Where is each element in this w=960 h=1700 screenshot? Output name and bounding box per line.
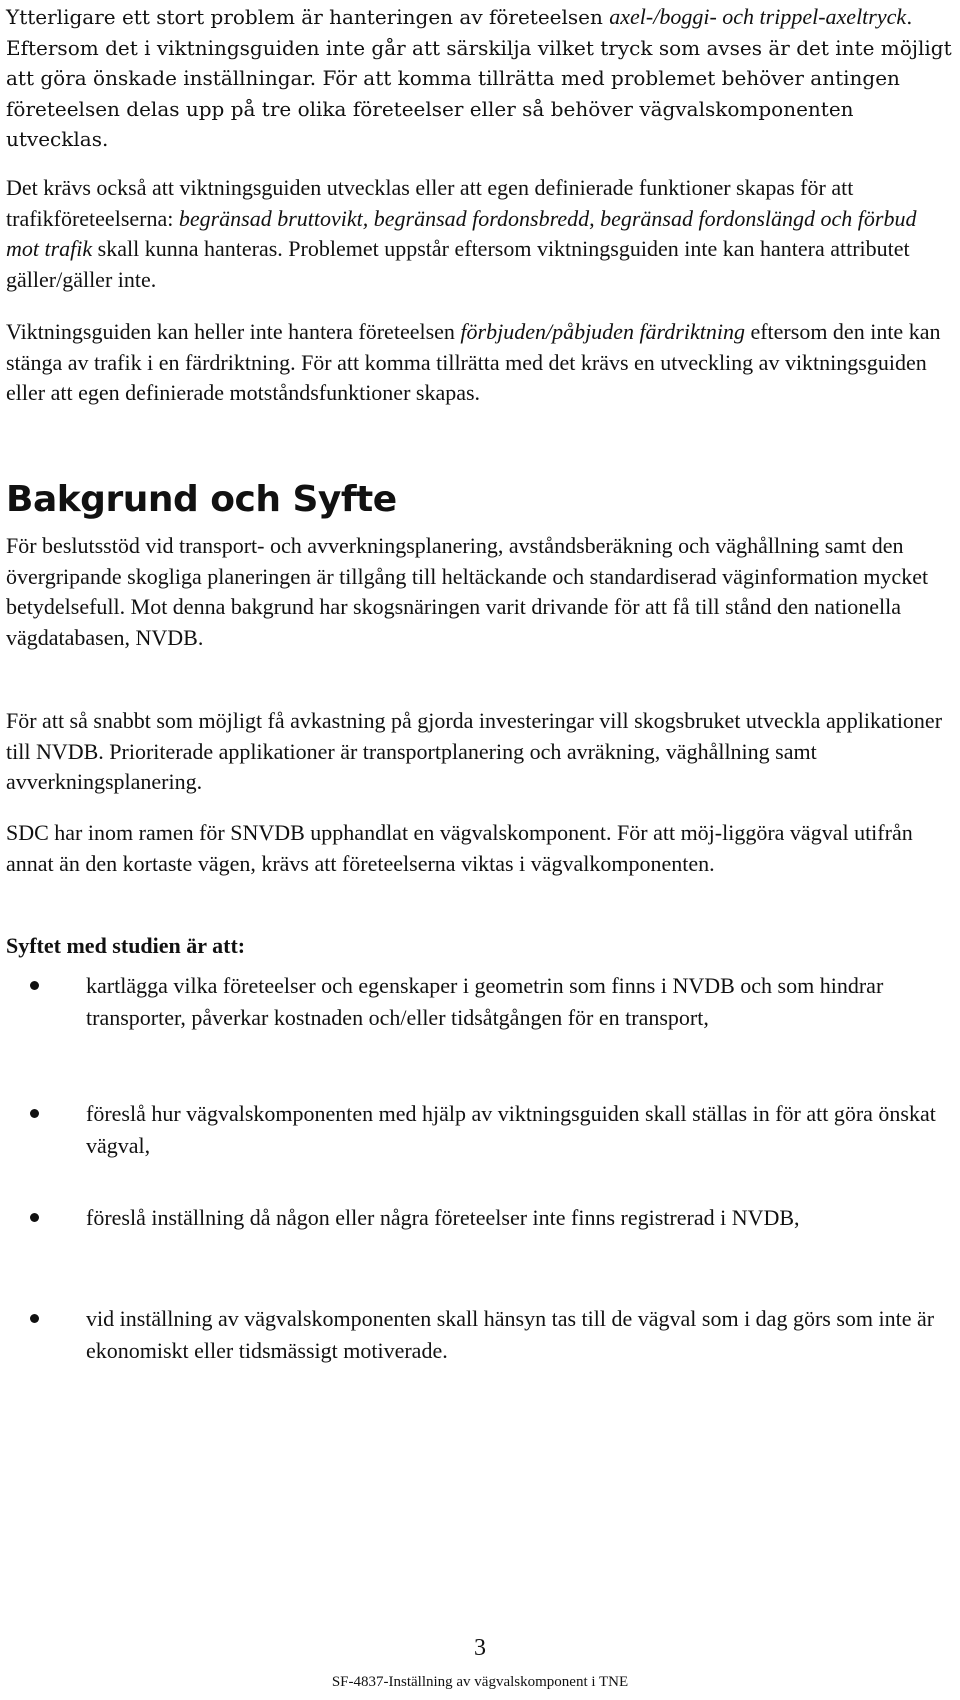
paragraph-background: För beslutsstöd vid transport- och avverkningsplanering, avståndsberäkning och väghållning samt den övergripande skogliga planeringen är tillgång till heltäckande och standardiserad väginformation mycket betydelsefull. Mot denna bakgrund har skogsnäringen varit drivande för att få till stånd den nationella vägdatabasen, NVDB. (6, 533, 929, 650)
list-item-text: föreslå inställning då någon eller några företeelser inte finns registrerad i NVDB, (86, 1205, 800, 1230)
section-heading: Bakgrund och Syfte (6, 479, 397, 520)
purpose-label: Syftet med studien är att: (6, 933, 246, 958)
paragraph-text: skall kunna hanteras. Problemet uppstår eftersom viktningsguiden inte kan hantera attributet gäller/gäller inte. (6, 236, 910, 292)
paragraph-text: . Eftersom det i viktningsguiden inte går att särskilja vilket tryck som avses är det inte möjligt att göra önskade inställningar. För att komma tillrätta med problemet behöver antingen företeelsen delas upp på tre olika företeelser eller så behöver vägvalskomponenten utvecklas. (6, 5, 952, 151)
list-item-text: vid inställning av vägvalskomponenten skall hänsyn tas till de vägval som i dag görs som inte är ekonomiskt eller tidsmässigt motiverade. (86, 1306, 935, 1363)
purpose-list (6, 970, 954, 1370)
paragraph-text: Viktningsguiden kan heller inte hantera företeelsen (6, 319, 461, 344)
list-item-text: föreslå hur vägvalskomponenten med hjälp av viktningsguiden skall ställas in för att göra önskat vägval, (86, 1101, 936, 1158)
paragraph-text: eftersom den inte kan stänga av trafik i en färdriktning. För att komma tillrätta med det krävs en utveckling av viktningsguiden eller att egen definierade motståndsfunktioner skapas. (6, 319, 941, 405)
italic-term-travel-direction: förbjuden/påbjuden färdriktning (460, 319, 745, 344)
paragraph-applications: För att så snabbt som möjligt få avkastning på gjorda investeringar vill skogsbruket utveckla applikationer till NVDB. Prioriterade applikationer är transportplanering och avräkning, väghållning samt avverkningsplanering. (6, 708, 943, 794)
paragraph-travel-direction (6, 317, 954, 409)
bullet-icon (30, 1314, 39, 1323)
paragraph-text: Ytterligare ett stort problem är hanteringen av företeelsen (6, 5, 610, 29)
bullet-icon (30, 1213, 39, 1222)
paragraph-text: Det krävs också att viktningsguiden utvecklas eller att egen definierade funktioner skapas för att trafikföreteelserna: (6, 175, 854, 231)
bullet-icon (30, 1109, 39, 1118)
paragraph-axle-pressure (6, 2, 954, 155)
italic-term-traffic-features: begränsad bruttovikt, begränsad fordonsbredd, begränsad fordonslängd och förbud mot trafik (6, 205, 917, 261)
paragraph-weighting-guide-functions (6, 173, 954, 295)
list-item-text: kartlägga vilka företeelser och egenskaper i geometrin som finns i NVDB och som hindrar transporter, påverkar kostnaden och/eller tidsåtgången för en transport, (86, 973, 884, 1030)
paragraph-route-component: SDC har inom ramen för SNVDB upphandlat en vägvalskomponent. För att möj-liggöra vägval utifrån annat än den kortaste vägen, krävs att företeelserna viktas i vägvalkomponenten. (6, 820, 913, 876)
italic-term-axle-pressure: axel-/boggi- och trippel-axeltryck (609, 4, 907, 29)
document-footer-title: SF-4837-Inställning av vägvalskomponent i TNE (331, 1674, 629, 1690)
bullet-icon (30, 981, 39, 990)
page-number: 3 (474, 1635, 486, 1661)
